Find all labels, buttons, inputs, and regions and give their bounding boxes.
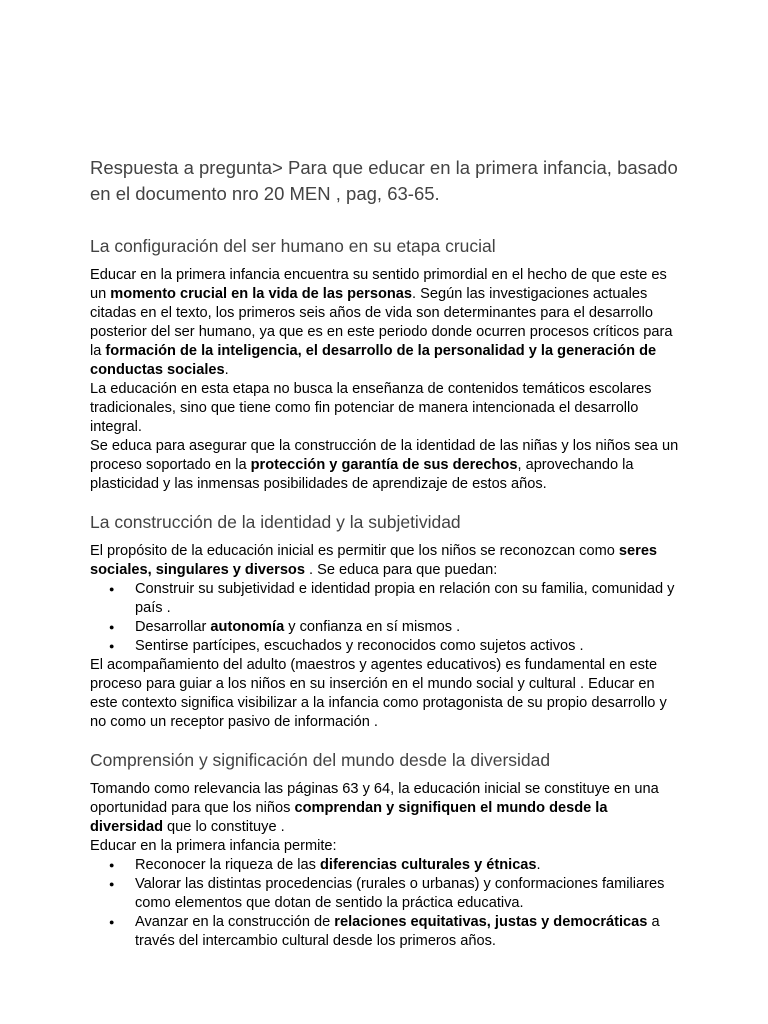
list-item [90,637,680,656]
paragraph [90,266,680,380]
text-run: . Se educa para que puedan: [304,562,498,578]
bold-phrase: comprendan y signifiquen el mundo desde la diversidad [90,800,608,835]
text-run: Se educa para asegurar que la construcción de la identidad de las niñas y los niños sea un proceso soportado en la [90,438,679,473]
bold-phrase: relaciones equitativas, justas y democráticas [334,914,648,930]
paragraph [90,542,680,580]
paragraph: La educación en esta etapa no busca la enseñanza de contenidos temáticos escolares tradicionales, sino que tiene como fin potenciar de manera intencionada el desarrollo integral. [90,381,652,435]
text-run: que lo constituye . [163,819,285,835]
text-run: , aprovechando la plasticidad y las inmensas posibilidades de aprendizaje de estos años. [90,457,634,492]
list-item [90,856,680,875]
text-run: Educar en la primera infancia encuentra su sentido primordial en el hecho de que este es un [90,267,667,302]
section-heading: Comprensión y significación del mundo desde la diversidad [90,750,551,770]
text-run: Desarrollar [135,619,211,635]
text-run: a través del intercambio cultural desde los primeros años. [135,914,660,949]
text-run: . Según las investigaciones actuales citadas en el texto, los primeros seis años de vida son determinantes para el desarrollo posterior del ser humano, ya que es en este periodo donde ocurren procesos críticos para la [90,286,673,359]
bold-phrase: diferencias culturales y étnicas [319,857,537,873]
paragraph [90,437,680,494]
bold-phrase: protección y garantía de sus derechos [250,457,518,473]
text-run: El propósito de la educación inicial es permitir que los niños se reconozcan como [90,543,619,559]
bullet-list [90,856,680,951]
bold-phrase: formación de la inteligencia, el desarrollo de la personalidad y la generación de conductas sociales [90,343,657,378]
paragraph [90,780,680,837]
text-run: Avanzar en la construcción de [135,914,335,930]
text-run: Sentirse partícipes, escuchados y reconocidos como sujetos activos . [135,638,584,654]
list-item [90,618,680,637]
section-identidad [90,511,680,732]
bold-phrase: momento crucial en la vida de las personas [110,286,413,302]
bold-phrase: autonomía [210,619,285,635]
text-run: y confianza en sí mismos . [284,619,461,635]
text-run: Valorar las distintas procedencias (rurales o urbanas) y conformaciones familiares como elementos que dotan de sentido la práctica educativa. [135,876,665,911]
section-heading: La construcción de la identidad y la subjetividad [90,512,461,532]
section-diversidad [90,749,680,951]
paragraph: El acompañamiento del adulto (maestros y agentes educativos) es fundamental en este proceso para guiar a los niños en su inserción en el mundo social y cultural . Educar en este contexto significa visibilizar a la infancia como protagonista de su propio desarrollo y no como un receptor pasivo de información . [90,657,667,730]
bullet-list [90,580,680,656]
text-run: . [224,362,229,378]
bold-phrase: seres sociales, singulares y diversos [90,543,658,578]
text-run: Tomando como relevancia las páginas 63 y 64, la educación inicial se constituye en una oportunidad para que los niños [90,781,659,816]
document-page [90,155,680,951]
section-configuracion [90,235,680,494]
list-item [90,913,680,951]
text-run: . [536,857,541,873]
document-title: Respuesta a pregunta> Para que educar en la primera infancia, basado en el documento nro 20 MEN , pag, 63-65. [90,157,678,204]
paragraph: Educar en la primera infancia permite: [90,838,337,854]
section-heading: La configuración del ser humano en su etapa crucial [90,236,496,256]
list-item [90,875,680,913]
list-item [90,580,680,618]
text-run: Construir su subjetividad e identidad propia en relación con su familia, comunidad y país . [135,581,675,616]
text-run: Reconocer la riqueza de las [135,857,320,873]
